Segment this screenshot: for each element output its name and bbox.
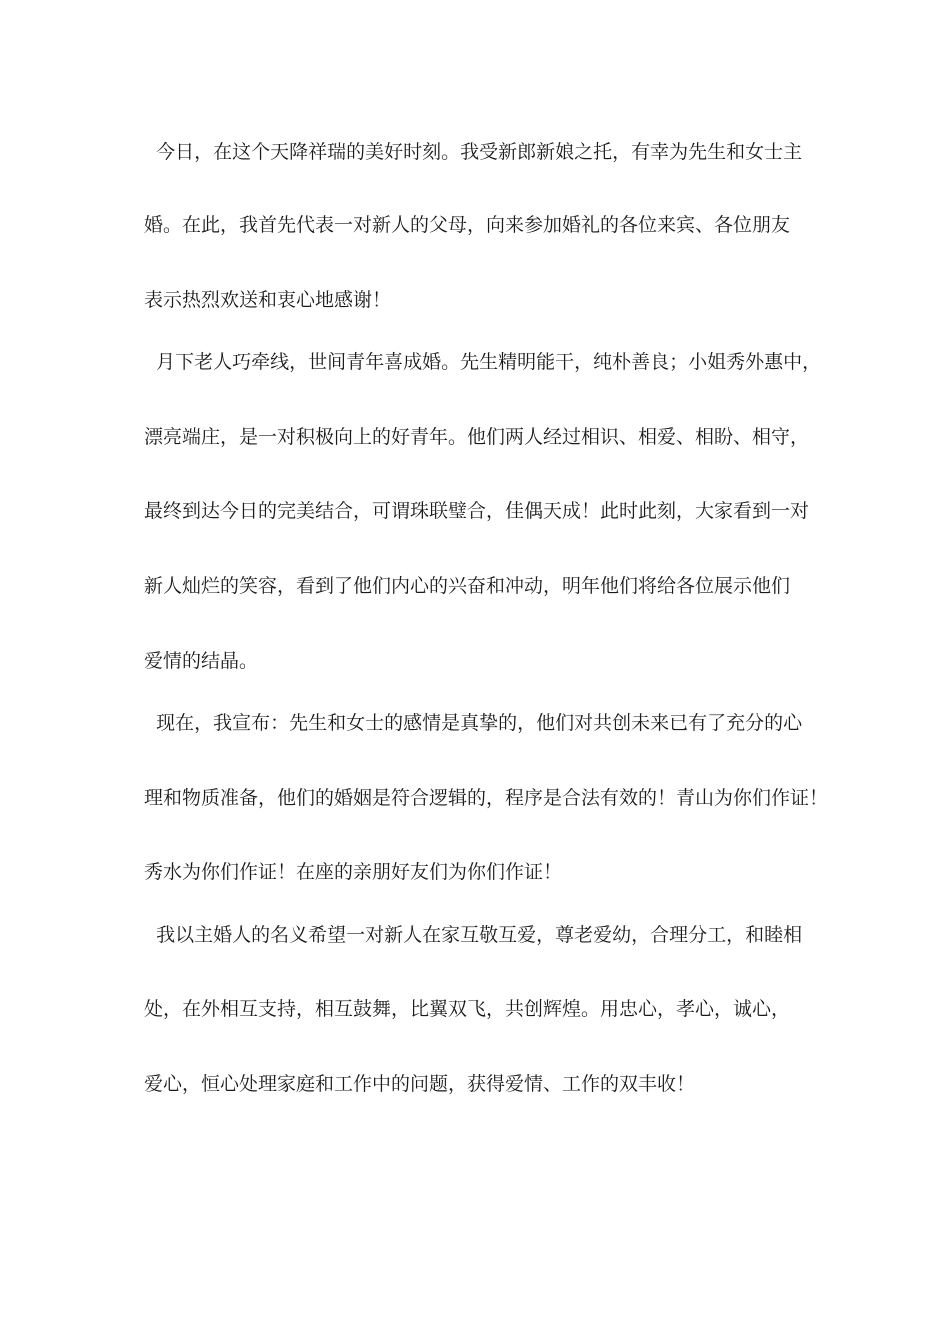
paragraph-2-line-1: 月下老人巧牵线，世间青年喜成婚。先生精明能干，纯朴善良；小姐秀外惠中， xyxy=(144,351,822,373)
paragraph-2-line-4: 新人灿烂的笑容，看到了他们内心的兴奋和冲动，明年他们将给各位展示他们 xyxy=(144,575,791,597)
paragraph-3-line-1: 现在，我宣布：先生和女士的感情是真挚的，他们对共创未来已有了充分的心 xyxy=(144,712,803,734)
paragraph-3-line-2: 理和物质准备，他们的婚姻是符合逻辑的，程序是合法有效的！青山为你们作证！ xyxy=(144,787,829,809)
paragraph-2-line-5: 爱情的结晶。 xyxy=(144,650,259,672)
paragraph-3-line-3: 秀水为你们作证！在座的亲朋好友们为你们作证！ xyxy=(144,861,563,883)
paragraph-1-line-3: 表示热烈欢送和衷心地感谢！ xyxy=(144,289,392,311)
paragraph-4-line-3: 爱心，恒心处理家庭和工作中的问题，获得爱情、工作的双丰收！ xyxy=(144,1073,696,1095)
paragraph-4-line-1: 我以主婚人的名义希望一对新人在家互敬互爱，尊老爱幼，合理分工，和睦相 xyxy=(144,924,803,946)
paragraph-1-line-1: 今日，在这个天降祥瑞的美好时刻。我受新郎新娘之托，有幸为先生和女士主 xyxy=(144,141,803,163)
paragraph-2-line-3: 最终到达今日的完美结合，可谓珠联璧合，佳偶天成！此时此刻，大家看到一对 xyxy=(144,500,810,522)
paragraph-1-line-2: 婚。在此，我首先代表一对新人的父母，向来参加婚礼的各位来宾、各位朋友 xyxy=(144,214,791,236)
paragraph-4-line-2: 处，在外相互支持，相互鼓舞，比翼双飞，共创辉煌。用忠心，孝心，诚心， xyxy=(144,998,791,1020)
paragraph-2-line-2: 漂亮端庄，是一对积极向上的好青年。他们两人经过相识、相爱、相盼、相守， xyxy=(144,426,810,448)
